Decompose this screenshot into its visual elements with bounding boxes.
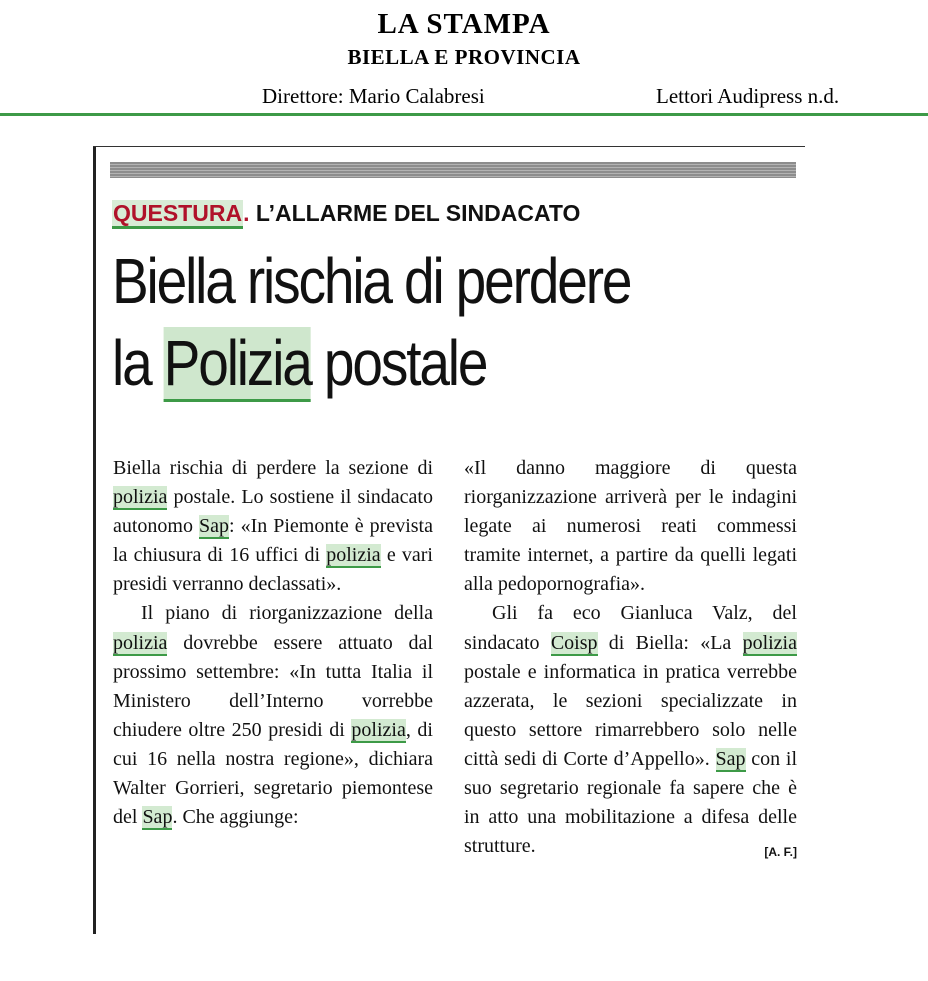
header-divider xyxy=(0,113,928,116)
newspaper-name: LA STAMPA xyxy=(377,8,551,40)
column-1-paragraph-1 xyxy=(113,454,433,599)
article-headline xyxy=(112,240,705,404)
headline-keyword: Polizia xyxy=(164,327,311,402)
highlighted-keyword: polizia xyxy=(113,631,168,654)
text-run: Gli fa eco Gianluca Valz, del sindacato xyxy=(464,602,797,654)
column-2-paragraph-1: «Il danno maggiore di questa riorganizzazione arriverà per le indagini legate ai numerosi reati commessi tramite internet, a partire da quelli legati alla pedopornografia». xyxy=(464,457,797,596)
text-run: Il piano di riorganizzazione della xyxy=(141,602,433,625)
director-label: Direttore: Mario Calabresi xyxy=(262,84,485,108)
text-run: . Che aggiunge: xyxy=(172,806,299,829)
article-kicker xyxy=(112,200,580,227)
article-clipping xyxy=(93,146,805,936)
highlighted-keyword: polizia xyxy=(742,631,797,654)
clipping-left-border xyxy=(93,146,96,934)
highlighted-keyword: Coisp xyxy=(550,631,598,654)
text-run: di Biella: «La xyxy=(597,631,743,654)
text-run: e vari presidi verranno declassati». xyxy=(113,544,433,596)
kicker-dot: . xyxy=(243,200,250,226)
author-initials: [A. F.] xyxy=(764,845,797,860)
masthead xyxy=(0,0,928,118)
text-run: dovrebbe essere attuato dal prossimo settembre: «In tutta Italia il Ministero dell’Interno vorrebbe chiudere oltre 250 presidi di xyxy=(113,631,433,741)
highlighted-keyword: polizia xyxy=(351,718,406,741)
text-run: , di cui 16 nella nostra regione», dichiara Walter Gorrieri, segretario piemontese del xyxy=(113,718,433,829)
highlighted-keyword: polizia xyxy=(113,486,168,509)
text-run: Biella rischia di perdere la sezione di xyxy=(113,457,433,479)
section-band xyxy=(110,162,796,178)
headline-line-1: Biella rischia di perdere xyxy=(112,245,631,317)
clipping-top-border xyxy=(93,146,805,147)
text-run: postale. Lo sostiene il sindacato autonomo xyxy=(113,486,433,538)
highlighted-keyword: polizia xyxy=(326,544,381,567)
article-column-2 xyxy=(464,454,797,867)
highlighted-keyword: Sap xyxy=(715,747,746,770)
column-2-paragraph-2 xyxy=(464,599,797,861)
newspaper-edition: BIELLA E PROVINCIA xyxy=(347,45,581,69)
kicker-topic: L’ALLARME DEL SINDACATO xyxy=(249,200,581,226)
readers-label: Lettori Audipress n.d. xyxy=(656,84,840,108)
text-run: con il suo segretario regionale fa sapere che è in atto una mobilitazione a difesa delle strutture. xyxy=(464,747,797,858)
highlighted-keyword: Sap xyxy=(199,515,229,538)
highlighted-keyword: Sap xyxy=(142,806,173,829)
article-column-1 xyxy=(113,454,433,832)
text-run: : «In Piemonte è prevista la chiusura di 16 uffici di xyxy=(113,515,433,567)
column-1-paragraph-2 xyxy=(113,599,433,832)
kicker-section: QUESTURA xyxy=(112,200,243,229)
headline-line-2-pre: la xyxy=(112,327,164,399)
text-run: postale e informatica in pratica verrebbe azzerata, le sezioni specializzate in questo settore rimarrebbero solo nelle città sedi di Corte d’Appello». xyxy=(464,660,797,770)
headline-line-2-post: postale xyxy=(310,327,487,399)
